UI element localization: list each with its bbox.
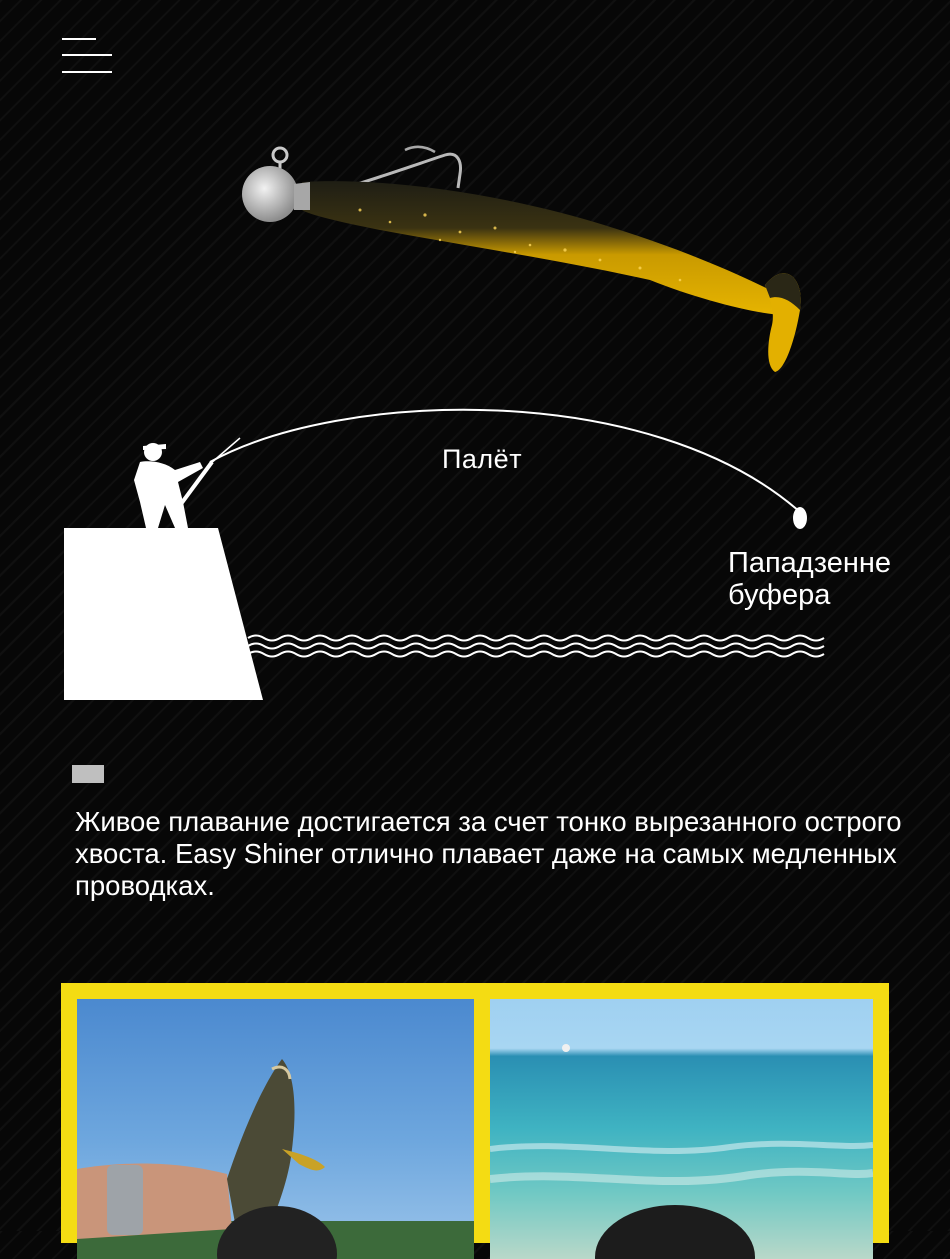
- menu-line: [62, 71, 112, 73]
- water-waves: [248, 636, 824, 657]
- impact-label-line2: буфера: [728, 579, 831, 611]
- angler-holding-pike-photo: [77, 999, 474, 1259]
- shore-platform: [64, 528, 263, 700]
- impact-label: [728, 547, 891, 611]
- menu-line: [62, 38, 96, 40]
- menu-line: [62, 54, 112, 56]
- soft-lure-jig-icon: [230, 140, 820, 390]
- photo-gallery: [61, 983, 889, 1243]
- hamburger-menu-icon[interactable]: [62, 38, 112, 74]
- section-marker: [72, 765, 104, 783]
- impact-label-line1: Пападзенне: [728, 547, 891, 579]
- feature-description: Живое плавание достигается за счет тонко вырезанного острого хвоста. Easy Shiner отлично плавает даже на самых медленных проводках.: [75, 806, 902, 901]
- impact-splash-icon: [793, 507, 807, 529]
- flight-label: Палёт: [442, 444, 523, 474]
- sea-beach-photo: [490, 999, 873, 1259]
- angler-casting-icon: [134, 438, 240, 528]
